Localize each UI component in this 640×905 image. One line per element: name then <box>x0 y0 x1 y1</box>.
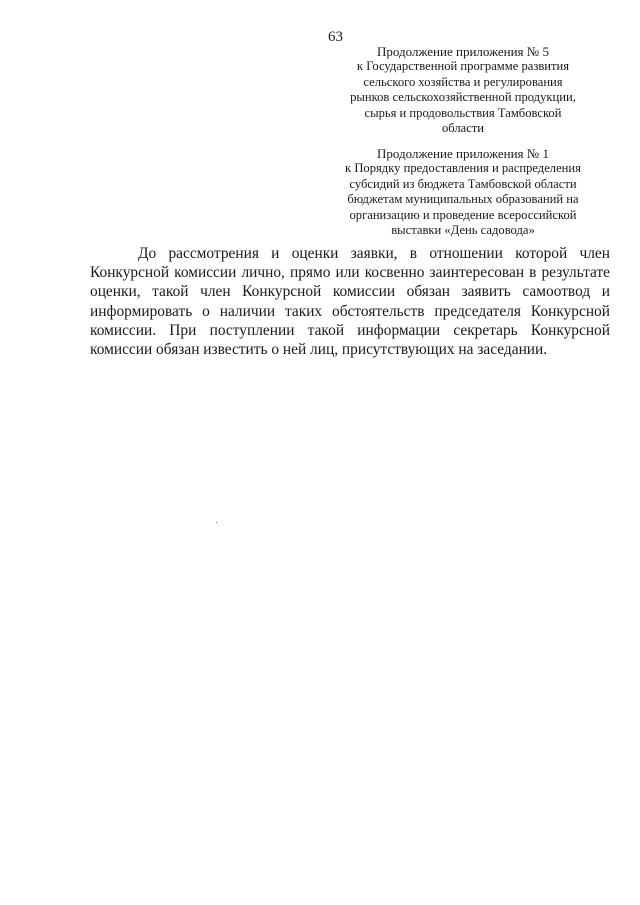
scan-speck <box>216 522 217 523</box>
paragraph-line: комиссии обязан известить о ней лиц, присутствующих на заседании. <box>90 341 548 359</box>
appendix-1-line: выставки «День садовода» <box>391 223 535 238</box>
paragraph-line: До рассмотрения и оценки заявки, в отношении которой член <box>138 245 610 262</box>
appendix-5-line: области <box>441 121 485 136</box>
paragraph-line: комиссии. При поступлении такой информации секретарь Конкурсной <box>90 321 610 339</box>
appendix-1-header <box>328 146 598 238</box>
appendix-5-line: рынков сельскохозяйственной продукции, <box>350 90 576 105</box>
paragraph-line: информировать о наличии таких обстоятельств председателя Конкурсной <box>90 302 610 320</box>
appendix-1-line: организацию и проведение всероссийской <box>349 207 577 222</box>
appendix-1-line: субсидий из бюджета Тамбовской области <box>349 176 577 191</box>
appendix-5-title: Продолжение приложения № 5 <box>377 44 549 59</box>
appendix-5-line: к Государственной программе развития <box>356 59 570 74</box>
body-paragraph <box>90 244 610 359</box>
paragraph-line: Конкурсной комиссии лично, прямо или косвенно заинтересован в результате <box>90 264 610 282</box>
appendix-1-title: Продолжение приложения № 1 <box>377 146 549 161</box>
paragraph-line: оценки, такой член Конкурсной комиссии обязан заявить самоотвод и <box>90 283 610 301</box>
page-number: 63 <box>328 29 343 45</box>
appendix-1-line: к Порядку предоставления и распределения <box>345 161 581 176</box>
appendix-5-header <box>328 44 598 136</box>
appendix-5-line: сырья и продовольствия Тамбовской <box>364 105 562 120</box>
appendix-5-line: сельского хозяйства и регулирования <box>363 74 563 89</box>
appendix-1-line: бюджетам муниципальных образований на <box>347 192 579 207</box>
